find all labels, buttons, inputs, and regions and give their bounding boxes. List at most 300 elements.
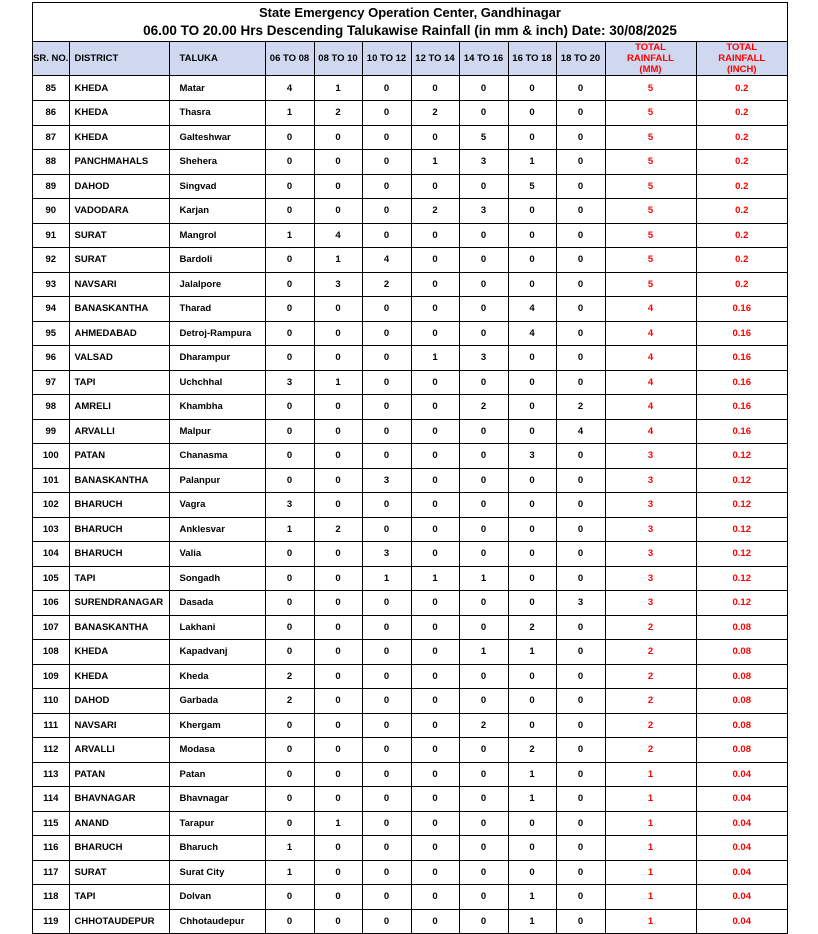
- period-3-cell: 0: [362, 615, 411, 640]
- sr-no-cell: 92: [33, 248, 69, 273]
- total-mm-cell: 4: [605, 395, 696, 420]
- total-inch-cell: 0.12: [696, 493, 787, 518]
- table-row: [33, 615, 787, 640]
- table-row: [33, 493, 787, 518]
- header-12-to-14: 12 TO 14: [411, 42, 459, 76]
- period-2-cell: 0: [314, 664, 362, 689]
- table-row: [33, 199, 787, 224]
- period-5-cell: 0: [459, 272, 508, 297]
- period-3-cell: 0: [362, 223, 411, 248]
- period-2-cell: 0: [314, 468, 362, 493]
- period-7-cell: 0: [556, 248, 605, 273]
- period-6-cell: 0: [508, 468, 556, 493]
- period-6-cell: 4: [508, 321, 556, 346]
- district-cell: CHHOTAUDEPUR: [69, 909, 169, 934]
- header-sr-no: SR. NO.: [33, 42, 69, 76]
- district-cell: AMRELI: [69, 395, 169, 420]
- district-cell: PATAN: [69, 444, 169, 469]
- period-5-cell: 0: [459, 248, 508, 273]
- period-1-cell: 0: [265, 150, 314, 175]
- sr-no-cell: 108: [33, 640, 69, 665]
- period-5-cell: 0: [459, 689, 508, 714]
- period-1-cell: 0: [265, 468, 314, 493]
- period-3-cell: 0: [362, 836, 411, 861]
- period-3-cell: 0: [362, 125, 411, 150]
- period-6-cell: 1: [508, 640, 556, 665]
- taluka-cell: Jalalpore: [169, 272, 265, 297]
- period-1-cell: 0: [265, 272, 314, 297]
- total-mm-cell: 3: [605, 542, 696, 567]
- period-3-cell: 0: [362, 517, 411, 542]
- taluka-cell: Mangrol: [169, 223, 265, 248]
- period-4-cell: 0: [411, 468, 459, 493]
- period-4-cell: 0: [411, 860, 459, 885]
- period-1-cell: 0: [265, 419, 314, 444]
- district-cell: KHEDA: [69, 664, 169, 689]
- table-row: [33, 125, 787, 150]
- taluka-cell: Kheda: [169, 664, 265, 689]
- sr-no-cell: 88: [33, 150, 69, 175]
- total-mm-cell: 3: [605, 566, 696, 591]
- district-cell: BANASKANTHA: [69, 615, 169, 640]
- title-line-1: State Emergency Operation Center, Gandhinagar: [259, 5, 561, 20]
- period-2-cell: 0: [314, 199, 362, 224]
- total-mm-cell: 5: [605, 101, 696, 126]
- district-cell: AHMEDABAD: [69, 321, 169, 346]
- table-row: [33, 101, 787, 126]
- total-mm-cell: 2: [605, 615, 696, 640]
- total-inch-cell: 0.08: [696, 664, 787, 689]
- total-inch-cell: 0.04: [696, 836, 787, 861]
- period-2-cell: 1: [314, 811, 362, 836]
- header-16-to-18: 16 TO 18: [508, 42, 556, 76]
- period-6-cell: 0: [508, 517, 556, 542]
- period-6-cell: 0: [508, 493, 556, 518]
- total-mm-cell: 3: [605, 468, 696, 493]
- period-5-cell: 0: [459, 101, 508, 126]
- taluka-cell: Khambha: [169, 395, 265, 420]
- taluka-cell: Malpur: [169, 419, 265, 444]
- period-5-cell: 0: [459, 468, 508, 493]
- taluka-cell: Surat City: [169, 860, 265, 885]
- period-7-cell: 0: [556, 444, 605, 469]
- period-5-cell: 5: [459, 125, 508, 150]
- sr-no-cell: 119: [33, 909, 69, 934]
- period-1-cell: 0: [265, 909, 314, 934]
- period-4-cell: 0: [411, 395, 459, 420]
- sr-no-cell: 91: [33, 223, 69, 248]
- period-7-cell: 0: [556, 738, 605, 763]
- district-cell: ARVALLI: [69, 419, 169, 444]
- header-14-to-16: 14 TO 16: [459, 42, 508, 76]
- period-2-cell: 1: [314, 370, 362, 395]
- taluka-cell: Kapadvanj: [169, 640, 265, 665]
- total-inch-cell: 0.16: [696, 395, 787, 420]
- district-cell: VALSAD: [69, 346, 169, 371]
- total-inch-cell: 0.04: [696, 909, 787, 934]
- taluka-cell: Lakhani: [169, 615, 265, 640]
- period-3-cell: 0: [362, 640, 411, 665]
- table-body: [33, 76, 787, 934]
- period-4-cell: 0: [411, 811, 459, 836]
- period-1-cell: 0: [265, 566, 314, 591]
- period-1-cell: 1: [265, 223, 314, 248]
- total-mm-cell: 1: [605, 885, 696, 910]
- period-2-cell: 2: [314, 101, 362, 126]
- period-7-cell: 0: [556, 787, 605, 812]
- table-row: [33, 76, 787, 101]
- district-cell: SURAT: [69, 860, 169, 885]
- period-5-cell: 0: [459, 174, 508, 199]
- sr-no-cell: 89: [33, 174, 69, 199]
- period-2-cell: 0: [314, 444, 362, 469]
- sr-no-cell: 107: [33, 615, 69, 640]
- taluka-cell: Bharuch: [169, 836, 265, 861]
- period-5-cell: 0: [459, 836, 508, 861]
- period-4-cell: 0: [411, 615, 459, 640]
- period-2-cell: 0: [314, 885, 362, 910]
- taluka-cell: Chhotaudepur: [169, 909, 265, 934]
- district-cell: NAVSARI: [69, 272, 169, 297]
- table-row: [33, 762, 787, 787]
- total-mm-cell: 1: [605, 762, 696, 787]
- period-5-cell: 0: [459, 223, 508, 248]
- period-5-cell: 0: [459, 885, 508, 910]
- period-3-cell: 0: [362, 811, 411, 836]
- period-2-cell: 0: [314, 762, 362, 787]
- period-4-cell: 0: [411, 836, 459, 861]
- total-mm-cell: 3: [605, 517, 696, 542]
- table-row: [33, 321, 787, 346]
- total-inch-cell: 0.2: [696, 199, 787, 224]
- taluka-cell: Tarapur: [169, 811, 265, 836]
- period-7-cell: 0: [556, 370, 605, 395]
- period-1-cell: 3: [265, 493, 314, 518]
- taluka-cell: Anklesvar: [169, 517, 265, 542]
- rainfall-report: [32, 2, 788, 934]
- period-5-cell: 0: [459, 370, 508, 395]
- period-1-cell: 0: [265, 542, 314, 567]
- period-3-cell: 0: [362, 174, 411, 199]
- table-row: [33, 885, 787, 910]
- table-row: [33, 787, 787, 812]
- table-row: [33, 664, 787, 689]
- period-7-cell: 0: [556, 811, 605, 836]
- total-mm-cell: 2: [605, 689, 696, 714]
- period-5-cell: 3: [459, 199, 508, 224]
- total-inch-cell: 0.04: [696, 811, 787, 836]
- period-6-cell: 0: [508, 223, 556, 248]
- taluka-cell: Dolvan: [169, 885, 265, 910]
- period-4-cell: 1: [411, 150, 459, 175]
- period-5-cell: 0: [459, 909, 508, 934]
- period-4-cell: 0: [411, 76, 459, 101]
- table-row: [33, 174, 787, 199]
- period-1-cell: 1: [265, 860, 314, 885]
- period-2-cell: 1: [314, 76, 362, 101]
- table-row: [33, 297, 787, 322]
- total-mm-cell: 4: [605, 321, 696, 346]
- period-1-cell: 0: [265, 346, 314, 371]
- total-inch-cell: 0.12: [696, 542, 787, 567]
- sr-no-cell: 112: [33, 738, 69, 763]
- period-2-cell: 0: [314, 174, 362, 199]
- period-1-cell: 0: [265, 199, 314, 224]
- total-mm-cell: 1: [605, 909, 696, 934]
- period-1-cell: 0: [265, 174, 314, 199]
- total-inch-cell: 0.12: [696, 517, 787, 542]
- district-cell: PANCHMAHALS: [69, 150, 169, 175]
- sr-no-cell: 85: [33, 76, 69, 101]
- period-5-cell: 0: [459, 542, 508, 567]
- period-4-cell: 0: [411, 689, 459, 714]
- taluka-cell: Modasa: [169, 738, 265, 763]
- total-mm-cell: 5: [605, 272, 696, 297]
- total-inch-cell: 0.2: [696, 76, 787, 101]
- header-08-to-10: 08 TO 10: [314, 42, 362, 76]
- taluka-cell: Galteshwar: [169, 125, 265, 150]
- table-row: [33, 150, 787, 175]
- total-mm-cell: 3: [605, 493, 696, 518]
- sr-no-cell: 94: [33, 297, 69, 322]
- period-6-cell: 0: [508, 370, 556, 395]
- period-4-cell: 0: [411, 248, 459, 273]
- taluka-cell: Patan: [169, 762, 265, 787]
- period-4-cell: 2: [411, 101, 459, 126]
- period-7-cell: 0: [556, 689, 605, 714]
- period-5-cell: 0: [459, 738, 508, 763]
- period-4-cell: 0: [411, 640, 459, 665]
- period-7-cell: 0: [556, 346, 605, 371]
- period-3-cell: 0: [362, 370, 411, 395]
- period-4-cell: 2: [411, 199, 459, 224]
- period-6-cell: 0: [508, 689, 556, 714]
- period-1-cell: 0: [265, 787, 314, 812]
- sr-no-cell: 111: [33, 713, 69, 738]
- period-3-cell: 0: [362, 150, 411, 175]
- period-5-cell: 0: [459, 762, 508, 787]
- taluka-cell: Khergam: [169, 713, 265, 738]
- period-4-cell: 0: [411, 297, 459, 322]
- district-cell: BANASKANTHA: [69, 297, 169, 322]
- total-inch-cell: 0.08: [696, 738, 787, 763]
- period-7-cell: 0: [556, 223, 605, 248]
- total-inch-cell: 0.04: [696, 885, 787, 910]
- period-3-cell: 0: [362, 101, 411, 126]
- period-3-cell: 0: [362, 885, 411, 910]
- period-5-cell: 0: [459, 444, 508, 469]
- period-7-cell: 3: [556, 591, 605, 616]
- period-2-cell: 0: [314, 542, 362, 567]
- table-row: [33, 640, 787, 665]
- period-2-cell: 0: [314, 615, 362, 640]
- period-4-cell: 0: [411, 223, 459, 248]
- table-row: [33, 370, 787, 395]
- period-7-cell: 4: [556, 419, 605, 444]
- period-6-cell: 0: [508, 542, 556, 567]
- sr-no-cell: 103: [33, 517, 69, 542]
- period-6-cell: 0: [508, 419, 556, 444]
- table-row: [33, 713, 787, 738]
- district-cell: BANASKANTHA: [69, 468, 169, 493]
- period-2-cell: 0: [314, 566, 362, 591]
- table-row: [33, 909, 787, 934]
- header-taluka: TALUKA: [169, 42, 265, 76]
- total-mm-cell: 5: [605, 76, 696, 101]
- taluka-cell: Garbada: [169, 689, 265, 714]
- period-2-cell: 0: [314, 640, 362, 665]
- district-cell: PATAN: [69, 762, 169, 787]
- period-6-cell: 0: [508, 860, 556, 885]
- period-1-cell: 0: [265, 444, 314, 469]
- period-5-cell: 0: [459, 591, 508, 616]
- period-7-cell: 2: [556, 395, 605, 420]
- taluka-cell: Tharad: [169, 297, 265, 322]
- sr-no-cell: 86: [33, 101, 69, 126]
- period-2-cell: 0: [314, 493, 362, 518]
- period-1-cell: 1: [265, 101, 314, 126]
- sr-no-cell: 106: [33, 591, 69, 616]
- period-4-cell: 0: [411, 517, 459, 542]
- district-cell: KHEDA: [69, 640, 169, 665]
- period-2-cell: 0: [314, 419, 362, 444]
- total-mm-cell: 2: [605, 640, 696, 665]
- period-7-cell: 0: [556, 493, 605, 518]
- period-7-cell: 0: [556, 909, 605, 934]
- total-inch-cell: 0.16: [696, 321, 787, 346]
- period-3-cell: 0: [362, 713, 411, 738]
- header-18-to-20: 18 TO 20: [556, 42, 605, 76]
- total-mm-cell: 5: [605, 174, 696, 199]
- period-5-cell: 0: [459, 493, 508, 518]
- total-mm-cell: 4: [605, 297, 696, 322]
- period-5-cell: 0: [459, 321, 508, 346]
- period-3-cell: 0: [362, 321, 411, 346]
- total-inch-cell: 0.08: [696, 640, 787, 665]
- district-cell: BHARUCH: [69, 836, 169, 861]
- district-cell: KHEDA: [69, 125, 169, 150]
- period-1-cell: 0: [265, 762, 314, 787]
- table-row: [33, 223, 787, 248]
- total-inch-cell: 0.04: [696, 860, 787, 885]
- period-2-cell: 0: [314, 860, 362, 885]
- total-inch-cell: 0.16: [696, 297, 787, 322]
- total-mm-cell: 5: [605, 150, 696, 175]
- period-1-cell: 0: [265, 297, 314, 322]
- period-2-cell: 0: [314, 836, 362, 861]
- period-2-cell: 0: [314, 689, 362, 714]
- period-7-cell: 0: [556, 321, 605, 346]
- district-cell: ARVALLI: [69, 738, 169, 763]
- taluka-cell: Karjan: [169, 199, 265, 224]
- sr-no-cell: 117: [33, 860, 69, 885]
- period-3-cell: 3: [362, 542, 411, 567]
- period-6-cell: 0: [508, 248, 556, 273]
- period-1-cell: 0: [265, 395, 314, 420]
- period-3-cell: 3: [362, 468, 411, 493]
- district-cell: NAVSARI: [69, 713, 169, 738]
- title-line-2: 06.00 TO 20.00 Hrs Descending Talukawise Rainfall (in mm & inch) Date: 30/08/2025: [143, 23, 677, 38]
- period-1-cell: 0: [265, 885, 314, 910]
- period-2-cell: 0: [314, 591, 362, 616]
- table-row: [33, 738, 787, 763]
- period-2-cell: 0: [314, 909, 362, 934]
- period-3-cell: 0: [362, 689, 411, 714]
- period-6-cell: 0: [508, 591, 556, 616]
- total-inch-cell: 0.08: [696, 689, 787, 714]
- period-5-cell: 2: [459, 395, 508, 420]
- period-6-cell: 0: [508, 566, 556, 591]
- table-row: [33, 248, 787, 273]
- total-inch-cell: 0.16: [696, 346, 787, 371]
- period-7-cell: 0: [556, 125, 605, 150]
- period-5-cell: 3: [459, 346, 508, 371]
- period-7-cell: 0: [556, 76, 605, 101]
- period-5-cell: 3: [459, 150, 508, 175]
- period-2-cell: 0: [314, 321, 362, 346]
- sr-no-cell: 110: [33, 689, 69, 714]
- period-6-cell: 0: [508, 272, 556, 297]
- total-inch-cell: 0.16: [696, 419, 787, 444]
- total-inch-cell: 0.12: [696, 468, 787, 493]
- period-7-cell: 0: [556, 615, 605, 640]
- period-4-cell: 0: [411, 174, 459, 199]
- sr-no-cell: 96: [33, 346, 69, 371]
- table-row: [33, 444, 787, 469]
- period-2-cell: 0: [314, 713, 362, 738]
- period-1-cell: 4: [265, 76, 314, 101]
- period-2-cell: 0: [314, 738, 362, 763]
- period-3-cell: 0: [362, 860, 411, 885]
- period-5-cell: 0: [459, 419, 508, 444]
- total-inch-cell: 0.2: [696, 223, 787, 248]
- taluka-cell: Uchchhal: [169, 370, 265, 395]
- period-5-cell: 0: [459, 297, 508, 322]
- period-3-cell: 0: [362, 395, 411, 420]
- sr-no-cell: 97: [33, 370, 69, 395]
- sr-no-cell: 105: [33, 566, 69, 591]
- period-1-cell: 2: [265, 689, 314, 714]
- sr-no-cell: 99: [33, 419, 69, 444]
- period-1-cell: 0: [265, 811, 314, 836]
- period-3-cell: 0: [362, 76, 411, 101]
- table-header-row: [33, 42, 787, 76]
- period-6-cell: 0: [508, 346, 556, 371]
- total-inch-cell: 0.12: [696, 566, 787, 591]
- period-6-cell: 1: [508, 762, 556, 787]
- period-1-cell: 0: [265, 640, 314, 665]
- table-row: [33, 860, 787, 885]
- district-cell: SURAT: [69, 248, 169, 273]
- taluka-cell: Vagra: [169, 493, 265, 518]
- taluka-cell: Songadh: [169, 566, 265, 591]
- period-7-cell: 0: [556, 640, 605, 665]
- sr-no-cell: 102: [33, 493, 69, 518]
- period-6-cell: 0: [508, 811, 556, 836]
- total-mm-cell: 3: [605, 591, 696, 616]
- period-4-cell: 0: [411, 419, 459, 444]
- table-row: [33, 468, 787, 493]
- total-inch-cell: 0.2: [696, 272, 787, 297]
- taluka-cell: Detroj-Rampura: [169, 321, 265, 346]
- period-2-cell: 1: [314, 248, 362, 273]
- period-4-cell: 0: [411, 493, 459, 518]
- total-mm-cell: 2: [605, 738, 696, 763]
- total-inch-cell: 0.08: [696, 615, 787, 640]
- header-total-mm: TOTAL RAINFALL (MM): [605, 42, 696, 76]
- taluka-cell: Matar: [169, 76, 265, 101]
- total-inch-cell: 0.12: [696, 444, 787, 469]
